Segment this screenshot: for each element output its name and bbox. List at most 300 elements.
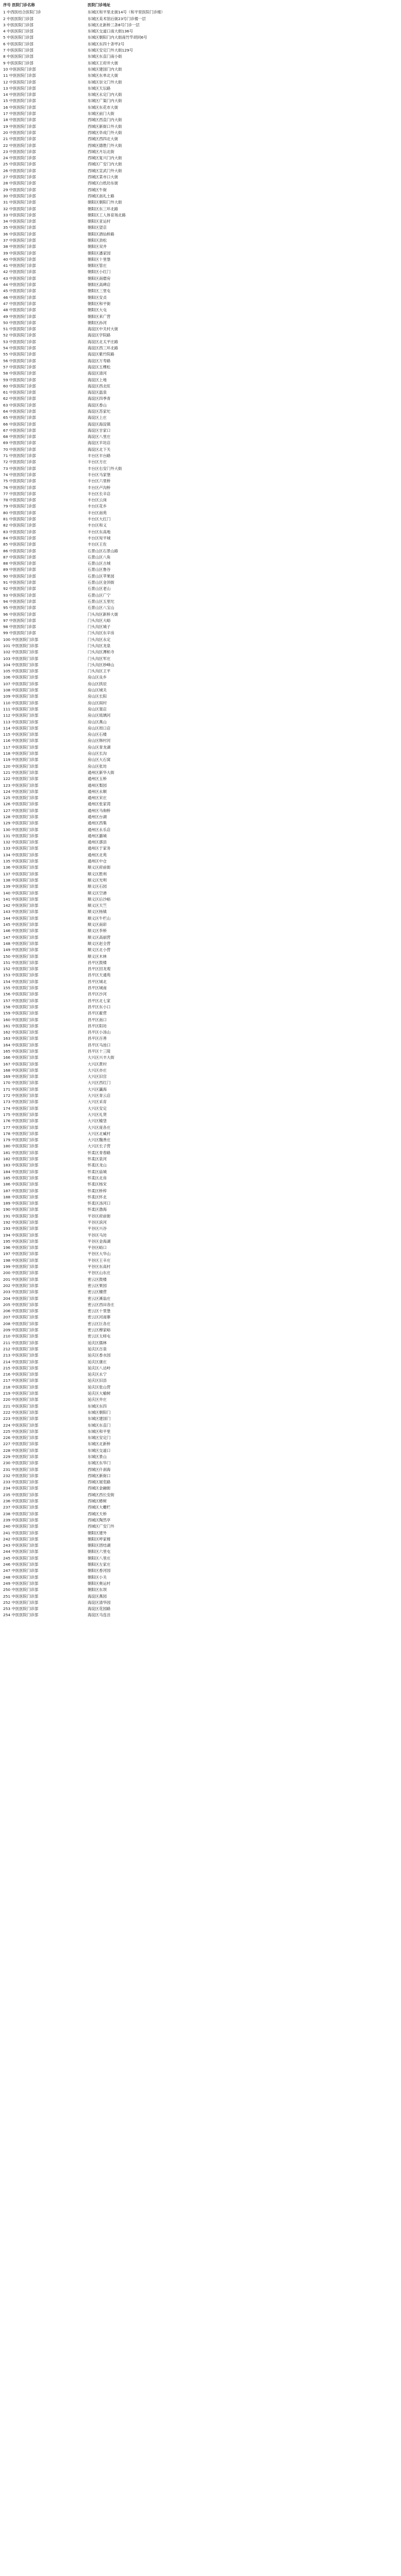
hospital-name: 243 中医医院门诊部 — [3, 1543, 39, 1548]
list-item — [0, 1403, 401, 1410]
hospital-name: 120 中医医院门诊部 — [3, 764, 39, 769]
hospital-name: 1 中西医结合医院门诊 — [3, 10, 41, 15]
hospital-name: 101 中医医院门诊部 — [3, 643, 39, 648]
hospital-name: 220 中医医院门诊部 — [3, 1397, 39, 1402]
list-item — [0, 22, 401, 28]
hospital-name: 84 中医医院门诊部 — [3, 535, 36, 540]
hospital-name: 71 中医医院门诊部 — [3, 453, 36, 459]
list-item — [0, 370, 401, 377]
hospital-address: 延庆区八达岭 — [88, 1365, 111, 1370]
hospital-name: 164 中医医院门诊部 — [3, 1042, 39, 1047]
hospital-address: 怀柔区杨宋 — [88, 1182, 107, 1187]
hospital-address: 门头沟区妙峰山 — [88, 662, 114, 667]
hospital-address: 房山区长沟 — [88, 751, 107, 756]
list-item — [0, 35, 401, 41]
hospital-name: 146 中医医院门诊部 — [3, 928, 39, 934]
list-item — [0, 1131, 401, 1137]
hospital-address: 东城区和平里 — [88, 1429, 111, 1434]
hospital-address: 朝阳区和平街 — [88, 301, 111, 306]
hospital-name: 192 中医医院门诊部 — [3, 1220, 39, 1225]
hospital-name: 64 中医医院门诊部 — [3, 409, 36, 414]
hospital-name: 90 中医医院门诊部 — [3, 573, 36, 579]
hospital-name: 249 中医医院门诊部 — [3, 1581, 39, 1586]
hospital-name: 88 中医医院门诊部 — [3, 561, 36, 566]
list-item — [0, 257, 401, 263]
hospital-name: 253 中医医院门诊部 — [3, 1606, 39, 1612]
hospital-name: 122 中医医院门诊部 — [3, 776, 39, 782]
hospital-address: 朝阳区呼家楼 — [88, 1536, 111, 1541]
hospital-address: 东城区东直门南小街 — [88, 54, 122, 59]
hospital-name: 172 中医医院门诊部 — [3, 1093, 39, 1098]
hospital-address: 西城区南礼士路 — [88, 193, 114, 198]
hospital-address: 平谷区金海湖 — [88, 1239, 111, 1244]
hospital-name: 109 中医医院门诊部 — [3, 694, 39, 699]
hospital-address: 西城区牛街 — [88, 187, 107, 192]
list-item — [0, 1067, 401, 1074]
list-item — [0, 497, 401, 503]
list-item — [0, 668, 401, 674]
list-item — [0, 339, 401, 345]
hospital-address: 密云区十里堡 — [88, 1309, 111, 1314]
list-item — [0, 358, 401, 364]
hospital-address: 大兴区礼贤 — [88, 1112, 107, 1117]
hospital-name: 179 中医医院门诊部 — [3, 1138, 39, 1143]
hospital-address: 西城区陶然亭 — [88, 1517, 111, 1522]
hospital-address: 通州区马驹桥 — [88, 808, 111, 813]
hospital-name: 52 中医医院门诊部 — [3, 333, 36, 338]
hospital-name: 193 中医医院门诊部 — [3, 1226, 39, 1231]
hospital-address: 门头沟区永定 — [88, 637, 111, 642]
hospital-name: 108 中医医院门诊部 — [3, 688, 39, 693]
hospital-address: 海淀区学院路 — [88, 333, 111, 338]
list-item — [0, 1239, 401, 1245]
hospital-address: 朝阳区工人体育场北路 — [88, 212, 126, 217]
hospital-address: 顺义区高丽营 — [88, 935, 111, 940]
list-item — [0, 1277, 401, 1283]
hospital-address: 东城区和平里北街14号（和平里医院门诊楼） — [88, 10, 165, 15]
hospital-name: 213 中医医院门诊部 — [3, 1353, 39, 1358]
list-item — [0, 364, 401, 370]
list-item — [0, 630, 401, 636]
hospital-address: 西城区菜市口大街 — [88, 175, 119, 180]
hospital-name: 119 中医医院门诊部 — [3, 757, 39, 762]
list-item — [0, 624, 401, 630]
hospital-address: 丰台区王佐 — [88, 542, 107, 547]
hospital-address: 顺义区石园 — [88, 884, 107, 889]
hospital-name: 177 中医医院门诊部 — [3, 1125, 39, 1130]
list-item — [0, 130, 401, 136]
hospital-name: 79 中医医院门诊部 — [3, 504, 36, 509]
hospital-name: 105 中医医院门诊部 — [3, 669, 39, 674]
hospital-name: 214 中医医院门诊部 — [3, 1359, 39, 1364]
hospital-address: 朝阳区潘家园 — [88, 250, 111, 256]
hospital-name: 224 中医医院门诊部 — [3, 1422, 39, 1428]
list-item — [0, 16, 401, 22]
hospital-address: 怀柔区泉河 — [88, 1157, 107, 1162]
hospital-address: 延庆区香水园 — [88, 1353, 111, 1358]
hospital-name: 22 中医医院门诊部 — [3, 143, 36, 148]
hospital-name: 185 中医医院门诊部 — [3, 1175, 39, 1180]
hospital-name: 187 中医医院门诊部 — [3, 1188, 39, 1193]
hospital-address: 东城区美术馆后街23号门诊楼一层 — [88, 16, 146, 21]
hospital-address: 海淀区清华园 — [88, 1600, 111, 1605]
hospital-address: 海淀区花园路 — [88, 1606, 111, 1612]
hospital-name: 178 中医医院门诊部 — [3, 1131, 39, 1136]
hospital-address: 石景山区石景山路 — [88, 548, 119, 553]
hospital-address: 昌平区马池口 — [88, 1042, 111, 1047]
hospital-address: 顺义区府前街 — [88, 865, 111, 870]
hospital-name: 144 中医医院门诊部 — [3, 916, 39, 921]
hospital-address: 东城区交道口 — [88, 1448, 111, 1453]
hospital-address: 通州区于家务 — [88, 846, 111, 851]
hospital-address: 海淀区苏家坨 — [88, 409, 111, 414]
list-item — [0, 212, 401, 218]
hospital-address: 门头沟区龙泉 — [88, 643, 111, 648]
list-item — [0, 1454, 401, 1460]
hospital-name: 36 中医医院门诊部 — [3, 231, 36, 236]
hospital-address: 东城区建国门内大街 — [88, 66, 122, 72]
hospital-name: 248 中医医院门诊部 — [3, 1574, 39, 1580]
list-item — [0, 503, 401, 510]
hospital-address: 西城区复兴门内大街 — [88, 156, 122, 161]
hospital-address: 大兴区榆垡 — [88, 1118, 107, 1124]
header-address: 医院门诊地址 — [88, 3, 111, 7]
hospital-name: 81 中医医院门诊部 — [3, 517, 36, 522]
hospital-name: 195 中医医院门诊部 — [3, 1239, 39, 1244]
hospital-name: 240 中医医院门诊部 — [3, 1524, 39, 1529]
list-item — [0, 1479, 401, 1485]
list-item — [0, 922, 401, 928]
list-item — [0, 801, 401, 807]
hospital-name: 160 中医医院门诊部 — [3, 1017, 39, 1022]
hospital-name: 26 中医医院门诊部 — [3, 168, 36, 173]
list-item — [0, 783, 401, 789]
hospital-address: 丰台区宛平城 — [88, 535, 111, 540]
list-item — [0, 808, 401, 814]
hospital-name: 58 中医医院门诊部 — [3, 371, 36, 376]
list-item — [0, 124, 401, 130]
hospital-name: 37 中医医院门诊部 — [3, 238, 36, 243]
hospital-name: 215 中医医院门诊部 — [3, 1365, 39, 1370]
list-item — [0, 1004, 401, 1010]
hospital-name: 156 中医医院门诊部 — [3, 992, 39, 997]
list-item — [0, 541, 401, 548]
list-item — [0, 1384, 401, 1391]
hospital-name: 152 中医医院门诊部 — [3, 967, 39, 972]
hospital-name: 116 中医医院门诊部 — [3, 738, 39, 743]
hospital-address: 门头沟区新桥大街 — [88, 612, 119, 617]
hospital-address: 平谷区大华山 — [88, 1251, 111, 1257]
hospital-name: 6 中医医院门诊部 — [3, 41, 34, 46]
list-item — [0, 491, 401, 497]
hospital-name: 28 中医医院门诊部 — [3, 181, 36, 186]
list-item — [0, 529, 401, 535]
hospital-address: 朝阳区管庄 — [88, 263, 107, 268]
list-item — [0, 814, 401, 820]
list-item — [0, 295, 401, 301]
list-item — [0, 1042, 401, 1048]
hospital-name: 194 中医医院门诊部 — [3, 1232, 39, 1238]
hospital-address: 丰台区右安门外大街 — [88, 466, 122, 471]
hospital-name: 25 中医医院门诊部 — [3, 162, 36, 167]
hospital-address: 朝阳区香河园 — [88, 1568, 111, 1573]
hospital-name: 197 中医医院门诊部 — [3, 1251, 39, 1257]
list-item — [0, 1156, 401, 1162]
hospital-address: 西城区新街口外大街 — [88, 124, 122, 129]
list-item — [0, 1530, 401, 1536]
hospital-address: 密云区果园 — [88, 1283, 107, 1288]
list-item — [0, 1416, 401, 1422]
hospital-address: 西城区宣武门外大街 — [88, 168, 122, 173]
hospital-name: 165 中医医院门诊部 — [3, 1048, 39, 1054]
hospital-address: 丰台区卢沟桥 — [88, 485, 111, 490]
list-item — [0, 428, 401, 434]
hospital-address: 朝阳区奥运村 — [88, 1581, 111, 1586]
list-item — [0, 168, 401, 174]
list-item — [0, 586, 401, 592]
hospital-name: 235 中医医院门诊部 — [3, 1492, 39, 1497]
hospital-address: 东城区朝阳门内大街南竹竿胡同6号 — [88, 35, 147, 40]
hospital-address: 丰台区南苑 — [88, 510, 107, 515]
list-item — [0, 111, 401, 117]
hospital-name: 212 中医医院门诊部 — [3, 1346, 39, 1351]
list-item — [0, 1371, 401, 1378]
hospital-name: 110 中医医院门诊部 — [3, 700, 39, 705]
list-item — [0, 1302, 401, 1308]
hospital-address: 东城区朝阳门 — [88, 1410, 111, 1415]
hospital-address: 东城区东直门 — [88, 1422, 111, 1428]
hospital-name: 111 中医医院门诊部 — [3, 706, 39, 711]
hospital-address: 海淀区紫竹院路 — [88, 352, 114, 357]
hospital-address: 朝阳区建外 — [88, 1530, 107, 1535]
list-item — [0, 820, 401, 826]
hospital-name: 135 中医医院门诊部 — [3, 859, 39, 864]
list-item — [0, 637, 401, 643]
list-item — [0, 1283, 401, 1289]
list-item — [0, 174, 401, 180]
hospital-address: 石景山区金顶街 — [88, 580, 114, 585]
hospital-address: 平谷区东高村 — [88, 1264, 111, 1269]
hospital-address: 延庆区旧县 — [88, 1378, 107, 1383]
list-item — [0, 1181, 401, 1188]
hospital-address: 延庆区张山营 — [88, 1384, 111, 1389]
list-item — [0, 1391, 401, 1397]
list-item — [0, 440, 401, 446]
hospital-name: 96 中医医院门诊部 — [3, 612, 36, 617]
hospital-address: 海淀区海淀镇 — [88, 421, 111, 427]
hospital-name: 23 中医医院门诊部 — [3, 149, 36, 154]
hospital-address: 丰台区花乡 — [88, 504, 107, 509]
hospital-address: 怀柔区龙山 — [88, 1163, 107, 1168]
hospital-address: 石景山区老山 — [88, 586, 111, 591]
hospital-name: 13 中医医院门诊部 — [3, 86, 36, 91]
hospital-name: 103 中医医院门诊部 — [3, 656, 39, 661]
list-item — [0, 649, 401, 655]
list-item — [0, 282, 401, 288]
hospital-address: 朝阳区高碑店 — [88, 282, 111, 287]
hospital-name: 42 中医医院门诊部 — [3, 269, 36, 275]
hospital-name: 117 中医医院门诊部 — [3, 744, 39, 750]
list-item — [0, 972, 401, 978]
hospital-address: 东城区东华门 — [88, 1461, 111, 1466]
list-item — [0, 903, 401, 909]
hospital-name: 93 中医医院门诊部 — [3, 592, 36, 598]
hospital-address: 房山区青龙湖 — [88, 744, 111, 750]
hospital-address: 昌平区天通苑 — [88, 973, 111, 978]
hospital-name: 24 中医医院门诊部 — [3, 156, 36, 161]
list-item — [0, 415, 401, 421]
hospital-address: 丰台区丰台路 — [88, 453, 111, 459]
list-item — [0, 884, 401, 890]
hospital-address: 昌平区回龙观 — [88, 967, 111, 972]
list-item — [0, 307, 401, 313]
hospital-address: 昌平区北七家 — [88, 998, 111, 1003]
hospital-name: 184 中医医院门诊部 — [3, 1169, 39, 1174]
hospital-address: 顺义区北小营 — [88, 947, 111, 953]
hospital-name: 239 中医医院门诊部 — [3, 1517, 39, 1522]
list-item — [0, 1562, 401, 1568]
hospital-name: 92 中医医院门诊部 — [3, 586, 36, 591]
list-item — [0, 764, 401, 770]
hospital-address: 西城区椿树 — [88, 1499, 107, 1504]
list-item — [0, 225, 401, 231]
hospital-address: 平谷区峪口 — [88, 1245, 107, 1250]
hospital-name: 198 中医医院门诊部 — [3, 1258, 39, 1263]
hospital-name: 168 中医医院门诊部 — [3, 1067, 39, 1073]
list-item — [0, 193, 401, 199]
hospital-name: 65 中医医院门诊部 — [3, 415, 36, 420]
hospital-name: 114 中医医院门诊部 — [3, 725, 39, 731]
hospital-address: 延庆区井庄 — [88, 1397, 107, 1402]
hospital-address: 西城区阜成门外大街 — [88, 130, 122, 135]
list-item — [0, 1422, 401, 1429]
list-item — [0, 314, 401, 320]
list-item — [0, 269, 401, 275]
hospital-name: 141 中医医院门诊部 — [3, 896, 39, 902]
list-item — [0, 1594, 401, 1600]
hospital-name: 2 中医医院门诊部 — [3, 16, 34, 21]
list-item — [0, 60, 401, 66]
hospital-name: 155 中医医院门诊部 — [3, 986, 39, 991]
list-item — [0, 206, 401, 212]
hospital-name: 59 中医医院门诊部 — [3, 377, 36, 382]
list-item — [0, 1251, 401, 1257]
list-item — [0, 1125, 401, 1131]
hospital-name: 186 中医医院门诊部 — [3, 1182, 39, 1187]
list-item — [0, 1169, 401, 1175]
hospital-address: 怀柔区桥梓 — [88, 1188, 107, 1193]
list-item — [0, 1087, 401, 1093]
list-item — [0, 288, 401, 294]
hospital-address: 房山区石楼 — [88, 732, 107, 737]
hospital-name: 60 中医医院门诊部 — [3, 383, 36, 388]
list-item — [0, 960, 401, 966]
list-item — [0, 1308, 401, 1314]
hospital-name: 45 中医医院门诊部 — [3, 289, 36, 294]
hospital-name: 176 中医医院门诊部 — [3, 1118, 39, 1124]
list-item — [0, 345, 401, 351]
list-item — [0, 459, 401, 465]
hospital-name: 166 中医医院门诊部 — [3, 1055, 39, 1060]
hospital-name: 153 中医医院门诊部 — [3, 973, 39, 978]
hospital-address: 延庆区大榆树 — [88, 1391, 111, 1396]
hospital-name: 18 中医医院门诊部 — [3, 117, 36, 123]
list-item — [0, 1327, 401, 1333]
hospital-address: 朝阳区左家庄 — [88, 1562, 111, 1567]
list-item — [0, 662, 401, 668]
list-item — [0, 79, 401, 86]
hospital-name: 3 中医医院门诊部 — [3, 22, 34, 27]
hospital-name: 229 中医医院门诊部 — [3, 1454, 39, 1459]
hospital-name: 191 中医医院门诊部 — [3, 1213, 39, 1218]
list-item — [0, 928, 401, 934]
hospital-address: 海淀区燕园 — [88, 1594, 107, 1599]
hospital-address: 延庆区永宁 — [88, 1372, 107, 1377]
list-item — [0, 896, 401, 903]
hospital-name: 237 中医医院门诊部 — [3, 1505, 39, 1510]
hospital-address: 丰台区和义 — [88, 523, 107, 528]
list-item — [0, 180, 401, 187]
hospital-address: 大兴区瀛海 — [88, 1087, 107, 1092]
hospital-name: 251 中医医院门诊部 — [3, 1594, 39, 1599]
list-item — [0, 580, 401, 586]
hospital-name: 221 中医医院门诊部 — [3, 1403, 39, 1409]
hospital-address: 海淀区五棵松 — [88, 364, 111, 369]
list-item — [0, 865, 401, 871]
list-item — [0, 827, 401, 833]
hospital-address: 西城区广安门内大街 — [88, 162, 122, 167]
hospital-address: 海淀区温泉 — [88, 390, 107, 395]
hospital-address: 通州区宋庄 — [88, 795, 107, 801]
hospital-name: 97 中医医院门诊部 — [3, 618, 36, 623]
hospital-address: 昌平区小汤山 — [88, 1030, 111, 1035]
hospital-name: 98 中医医院门诊部 — [3, 624, 36, 630]
hospital-address: 东城区北新桥三条8号门诊一层 — [88, 22, 140, 27]
hospital-name: 227 中医医院门诊部 — [3, 1442, 39, 1447]
list-item — [0, 434, 401, 440]
hospital-name: 148 中医医院门诊部 — [3, 941, 39, 946]
hospital-address: 东城区广渠门内大街 — [88, 98, 122, 104]
hospital-address: 房山区大石窝 — [88, 757, 111, 762]
hospital-address: 西城区天桥 — [88, 1511, 107, 1516]
list-item — [0, 599, 401, 605]
list-item — [0, 377, 401, 383]
hospital-name: 83 中医医院门诊部 — [3, 529, 36, 534]
hospital-name: 252 中医医院门诊部 — [3, 1600, 39, 1605]
list-item — [0, 1333, 401, 1340]
hospital-name: 4 中医医院门诊部 — [3, 29, 34, 34]
hospital-name: 161 中医医院门诊部 — [3, 1023, 39, 1028]
hospital-name: 46 中医医院门诊部 — [3, 295, 36, 300]
list-item — [0, 719, 401, 725]
hospital-address: 东城区东单北大街 — [88, 73, 119, 78]
hospital-name: 50 中医医院门诊部 — [3, 320, 36, 325]
hospital-name: 125 中医医院门诊部 — [3, 795, 39, 801]
list-item — [0, 935, 401, 941]
hospital-address: 丰台区大红门 — [88, 517, 111, 522]
hospital-name: 86 中医医院门诊部 — [3, 548, 36, 553]
list-item — [0, 86, 401, 92]
hospital-address: 石景山区广宁 — [88, 592, 111, 598]
hospital-name: 140 中医医院门诊部 — [3, 890, 39, 895]
hospital-address: 石景山区八宝山 — [88, 605, 114, 611]
hospital-address: 西城区西四北大街 — [88, 137, 119, 142]
list-item — [0, 1143, 401, 1149]
hospital-name: 254 中医医院门诊部 — [3, 1613, 39, 1618]
hospital-address: 通州区北苑 — [88, 852, 107, 857]
list-item — [0, 1517, 401, 1523]
list-item — [0, 453, 401, 459]
